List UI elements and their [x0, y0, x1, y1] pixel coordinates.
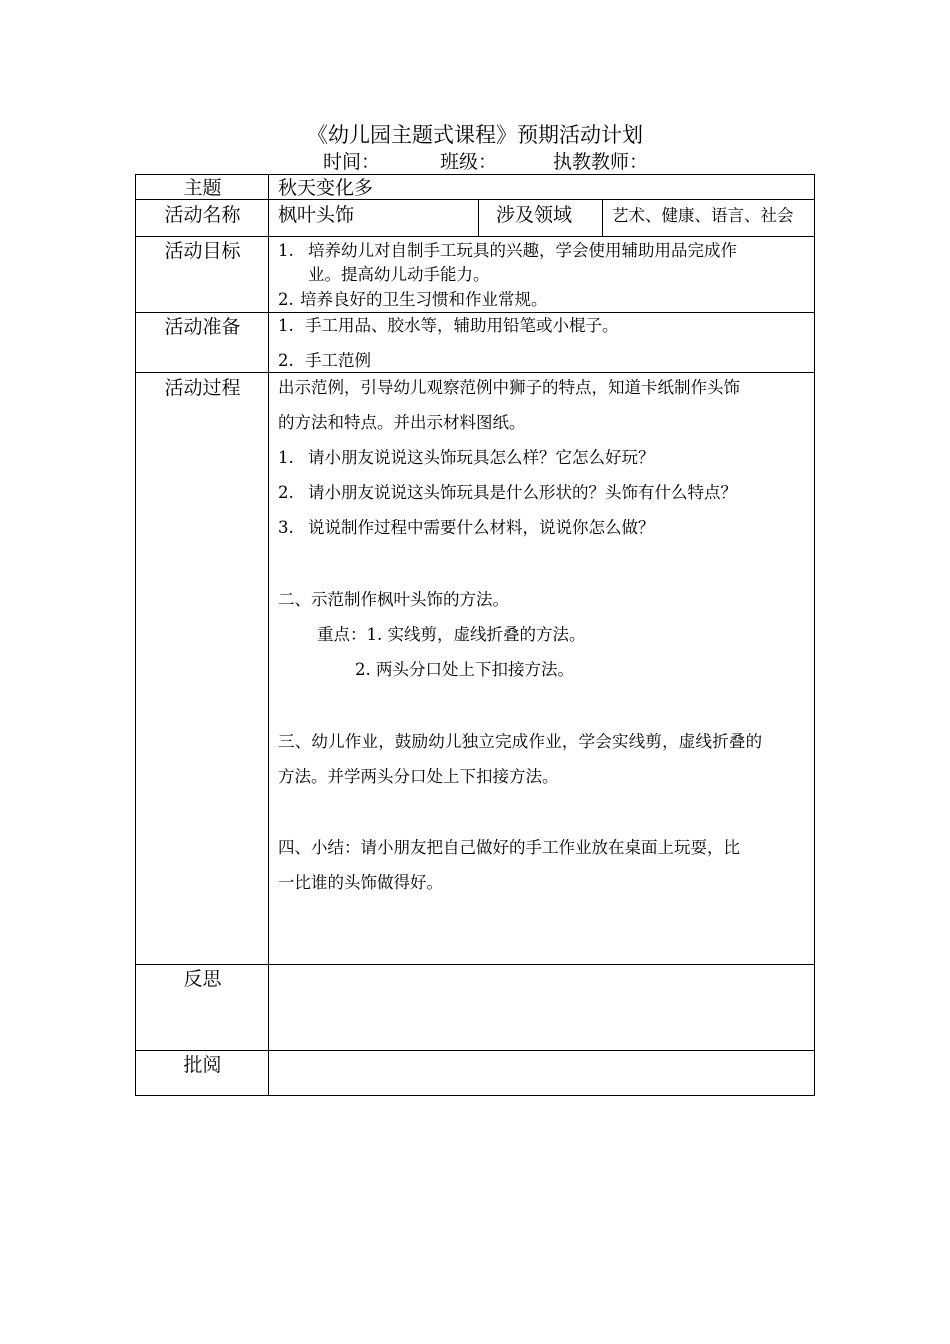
teacher-label: 执教教师：: [553, 151, 649, 173]
process-step-4-continued: 一比谁的头饰做得好。: [278, 873, 443, 892]
preparation-number: 2.: [278, 351, 294, 370]
process-step-2: 二、示范制作枫叶头饰的方法。: [278, 590, 509, 609]
goal-text: 培养幼儿对自制手工玩具的兴趣，学会使用辅助用品完成作: [308, 241, 737, 260]
row-divider: [136, 236, 814, 237]
question-number: 1.: [278, 448, 294, 467]
question-number: 2.: [278, 483, 294, 502]
column-divider: [602, 199, 603, 236]
goal-text-continued: 业。提高幼儿动手能力。: [308, 265, 490, 284]
preparation-text: 手工范例: [305, 351, 371, 370]
class-label: 班级：: [440, 151, 498, 173]
process-step-3: 三、幼儿作业，鼓励幼儿独立完成作业，学会实线剪，虚线折叠的: [278, 732, 763, 751]
process-intro-continued: 的方法和特点。并出示材料图纸。: [278, 413, 526, 432]
reflection-label: 反思: [183, 968, 222, 990]
process-step-4: 四、小结：请小朋友把自己做好的手工作业放在桌面上玩耍，比: [278, 838, 740, 857]
activity-name-value: 枫叶头饰: [278, 204, 355, 226]
theme-label: 主题: [183, 177, 222, 199]
question-text: 说说制作过程中需要什么材料，说说你怎么做？: [308, 518, 655, 537]
process-intro: 出示范例，引导幼儿观察范例中狮子的特点，知道卡纸制作头饰: [278, 378, 740, 397]
row-divider: [136, 372, 814, 373]
time-label: 时间：: [323, 151, 381, 173]
row-divider: [136, 964, 814, 965]
activity-name-label: 活动名称: [164, 204, 241, 226]
review-label: 批阅: [183, 1054, 222, 1076]
preparation-label: 活动准备: [164, 316, 241, 338]
process-label: 活动过程: [164, 377, 241, 399]
column-divider: [268, 175, 269, 1095]
column-divider: [478, 199, 479, 236]
domain-value: 艺术、健康、语言、社会: [612, 206, 794, 225]
goal-text: 培养良好的卫生习惯和作业常规。: [300, 290, 548, 309]
row-divider: [136, 1050, 814, 1051]
theme-value: 秋天变化多: [278, 177, 374, 199]
preparation-text: 手工用品、胶水等，辅助用铅笔或小棍子。: [305, 316, 619, 335]
process-key-point-2: 2. 两头分口处上下扣接方法。: [355, 660, 574, 679]
goal-number: 1.: [278, 241, 294, 260]
goals-label: 活动目标: [164, 240, 241, 262]
domain-label: 涉及领域: [496, 204, 573, 226]
goal-number: 2.: [278, 290, 294, 309]
row-divider: [136, 312, 814, 313]
question-number: 3.: [278, 518, 294, 537]
activity-plan-table: [135, 174, 815, 1096]
question-text: 请小朋友说说这头饰玩具怎么样？它怎么好玩？: [308, 448, 655, 467]
process-step-3-continued: 方法。并学两头分口处上下扣接方法。: [278, 767, 559, 786]
preparation-number: 1.: [278, 316, 294, 335]
question-text: 请小朋友说说这头饰玩具是什么形状的？头饰有什么特点？: [308, 483, 737, 502]
process-key-point-1: 重点：1. 实线剪，虚线折叠的方法。: [317, 625, 586, 644]
document-title: 《幼儿园主题式课程》预期活动计划: [307, 123, 643, 147]
